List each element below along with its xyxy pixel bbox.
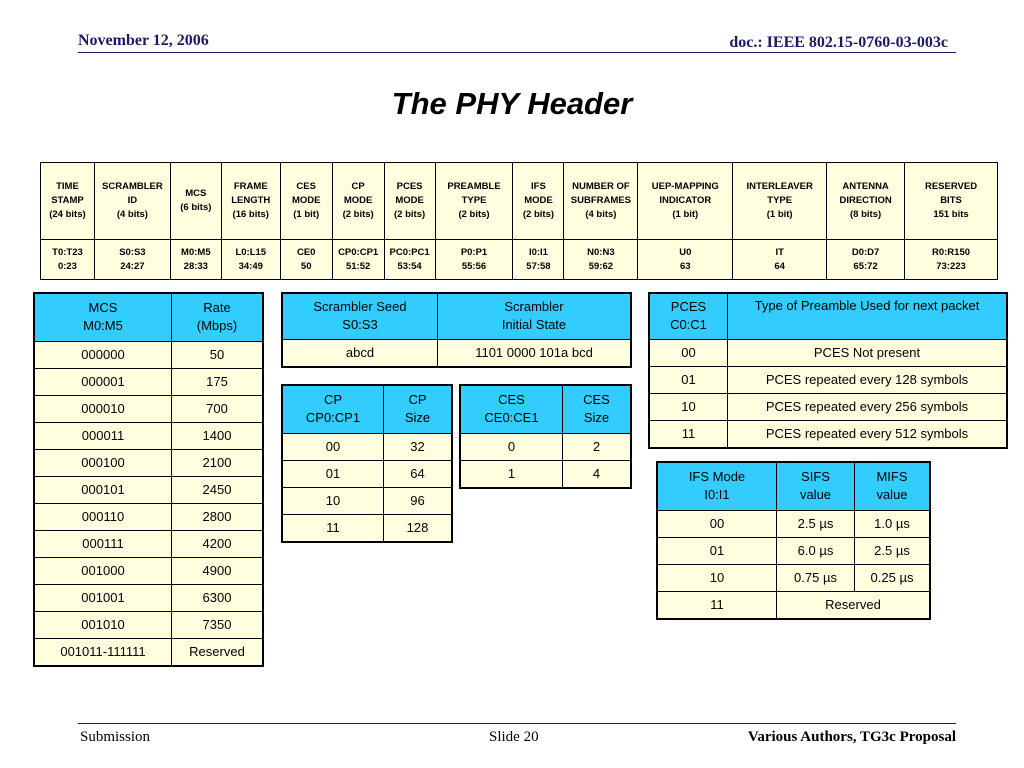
scrambler-row <box>282 339 631 367</box>
mifs-header <box>855 462 931 510</box>
mcs-row <box>34 476 263 503</box>
mcs-cell: 2450 <box>172 476 264 503</box>
field-name-line: MODE <box>343 195 373 206</box>
field-name-line: RESERVED <box>924 181 978 192</box>
ifs-reserved-row <box>657 591 930 619</box>
mcs-cell: 2100 <box>172 449 264 476</box>
ifs-cell: 2.5 µs <box>855 537 931 564</box>
mcs-cell: 000110 <box>34 503 172 530</box>
preamble-type-label: Type of Preamble Used for next packet <box>754 298 980 313</box>
field-name-line: TYPE <box>767 195 793 206</box>
mcs-cell: 000011 <box>34 422 172 449</box>
field-name-cell <box>638 163 733 240</box>
field-bits-cell <box>733 240 827 280</box>
scrambler-cell: 1101 0000 101a bcd <box>438 339 632 367</box>
field-name-cell <box>170 163 221 240</box>
mcs-cell: 4200 <box>172 530 264 557</box>
field-name-line: (1 bit) <box>672 209 699 220</box>
mcs-row <box>34 503 263 530</box>
field-bits-cell <box>94 240 170 280</box>
pces-row <box>649 339 1007 366</box>
pces-cell: PCES repeated every 256 symbols <box>728 393 1008 420</box>
ifs-row <box>657 564 930 591</box>
mcs-cell: 1400 <box>172 422 264 449</box>
ifs-cell: 00 <box>657 510 777 537</box>
mcs-cell: 001001 <box>34 584 172 611</box>
pces-row <box>649 366 1007 393</box>
mcs-cell: 000101 <box>34 476 172 503</box>
field-name-cell <box>435 163 513 240</box>
mcs-cell: Reserved <box>172 638 264 666</box>
cp-cell: 64 <box>384 460 453 487</box>
mcs-header-label: MCS <box>88 300 118 316</box>
cp-row <box>282 433 452 460</box>
field-name-line: ID <box>127 195 138 206</box>
field-name-line: IFS <box>531 181 546 192</box>
field-bits-cell <box>170 240 221 280</box>
document-id: doc.: IEEE 802.15-0760-03-003c <box>729 34 948 51</box>
cp-cell: 96 <box>384 487 453 514</box>
mcs-row <box>34 395 263 422</box>
ifs-row <box>657 510 930 537</box>
mcs-cell: 6300 <box>172 584 264 611</box>
field-bits-row <box>41 240 998 280</box>
field-bit-range: 63 <box>680 260 691 272</box>
field-bit-range: 24:27 <box>120 260 145 272</box>
cp-row <box>282 514 452 542</box>
field-name-line: MODE <box>395 195 424 206</box>
ces-cell: 2 <box>563 433 632 460</box>
cp-size-label-2: Size <box>404 410 431 426</box>
cp-cell: 10 <box>282 487 384 514</box>
mcs-table <box>33 292 264 667</box>
cp-cell: 01 <box>282 460 384 487</box>
mcs-cell: 2800 <box>172 503 264 530</box>
mcs-header <box>34 293 172 341</box>
field-name-line: 151 bits <box>933 209 969 220</box>
cp-cell: 32 <box>384 433 453 460</box>
field-name-cell <box>384 163 435 240</box>
mcs-row <box>34 611 263 638</box>
sifs-header <box>777 462 855 510</box>
field-bit-range: CP0:CP1 <box>338 246 379 258</box>
field-bit-range: PC0:PC1 <box>389 246 430 258</box>
field-bit-range: 53:54 <box>397 260 422 272</box>
cp-header-bits: CP0:CP1 <box>305 410 361 426</box>
field-name-line: BITS <box>940 195 962 206</box>
cp-row <box>282 460 452 487</box>
field-bit-range: 55:56 <box>461 260 487 272</box>
rate-header-unit: (Mbps) <box>196 318 238 334</box>
mcs-row <box>34 368 263 395</box>
scrambler-state-label-2: Initial State <box>501 317 567 333</box>
scrambler-state-label: Scrambler <box>504 299 564 315</box>
mcs-row <box>34 530 263 557</box>
field-name-row <box>41 163 998 240</box>
mcs-row <box>34 341 263 368</box>
field-name-line: INTERLEAVER <box>746 181 813 192</box>
sifs-header-unit: value <box>799 487 832 503</box>
pces-cell: 11 <box>649 420 728 448</box>
field-name-line: MODE <box>291 195 321 206</box>
mcs-header-bits: M0:M5 <box>83 318 123 334</box>
field-bit-range: L0:L15 <box>235 246 267 258</box>
field-name-line: (2 bits) <box>522 209 555 220</box>
pces-header-bits: C0:C1 <box>670 317 707 333</box>
field-bit-range: 0:23 <box>57 260 77 272</box>
field-bits-cell <box>221 240 280 280</box>
ifs-cell: 10 <box>657 564 777 591</box>
field-name-line: TYPE <box>461 195 487 206</box>
field-name-line: CES <box>296 181 316 192</box>
ifs-cell: 6.0 µs <box>777 537 855 564</box>
ifs-mode-header <box>657 462 777 510</box>
footer-slide-number: Slide 20 <box>489 729 539 745</box>
pces-header <box>649 293 728 339</box>
field-name-line: NUMBER OF <box>572 181 630 192</box>
field-name-line: CP <box>351 181 365 192</box>
scrambler-seed-header <box>282 293 438 339</box>
mcs-cell: 001011-111111 <box>34 638 172 666</box>
ces-table-body <box>460 433 631 488</box>
pces-cell: PCES Not present <box>728 339 1008 366</box>
ces-header-label: CES <box>498 392 525 408</box>
field-name-cell <box>41 163 95 240</box>
field-name-line: SCRAMBLER <box>102 181 163 192</box>
ces-table <box>459 384 632 489</box>
field-bit-range: N0:N3 <box>587 246 615 258</box>
slide-title: The PHY Header <box>391 86 633 121</box>
slide-date: November 12, 2006 <box>78 32 209 49</box>
field-bit-range: S0:S3 <box>119 246 146 258</box>
ces-header <box>460 385 563 433</box>
mcs-cell: 000111 <box>34 530 172 557</box>
mcs-row <box>34 584 263 611</box>
cp-size-header <box>384 385 453 433</box>
field-bits-cell <box>827 240 905 280</box>
cp-cell: 128 <box>384 514 453 542</box>
field-bit-range: 64 <box>774 260 785 272</box>
field-name-line: LENGTH <box>231 195 271 206</box>
ces-cell: 1 <box>460 460 563 488</box>
ces-cell: 0 <box>460 433 563 460</box>
cp-cell: 11 <box>282 514 384 542</box>
field-bit-range: CE0 <box>296 246 316 258</box>
pces-row <box>649 420 1007 448</box>
ifs-mode-bits: I0:I1 <box>704 487 730 503</box>
ifs-cell: 2.5 µs <box>777 510 855 537</box>
pces-row <box>649 393 1007 420</box>
ifs-cell: 01 <box>657 537 777 564</box>
field-bit-range: R0:R150 <box>932 246 971 258</box>
field-name-line: MODE <box>524 195 553 206</box>
mcs-cell: 700 <box>172 395 264 422</box>
field-bit-range: D0:D7 <box>851 246 880 258</box>
field-bit-range: 73:223 <box>936 260 966 272</box>
ces-row <box>460 433 631 460</box>
cp-header-label: CP <box>323 392 343 408</box>
mcs-row <box>34 638 263 666</box>
pces-table <box>648 292 1008 449</box>
field-bit-range: 50 <box>300 260 312 272</box>
field-bit-range: M0:M5 <box>181 246 211 258</box>
footer-submission: Submission <box>80 729 151 745</box>
cp-table <box>281 384 453 543</box>
header-rule <box>78 52 956 53</box>
field-name-line: INDICATOR <box>659 195 712 206</box>
ifs-mode-label: IFS Mode <box>688 469 746 485</box>
field-name-cell <box>513 163 564 240</box>
field-name-line: (1 bit) <box>766 209 793 220</box>
field-bits-cell <box>41 240 95 280</box>
preamble-type-header <box>728 293 1008 339</box>
footer-rule <box>78 723 956 724</box>
rate-header-label: Rate <box>203 300 231 316</box>
ifs-reserved-label: Reserved <box>777 591 931 619</box>
field-bits-cell <box>332 240 384 280</box>
field-name-cell <box>905 163 998 240</box>
mcs-cell: 7350 <box>172 611 264 638</box>
phy-header-field-table <box>40 162 998 280</box>
field-bit-range: I0:I1 <box>528 246 548 258</box>
rate-header <box>172 293 264 341</box>
field-name-line: (6 bits) <box>180 202 212 213</box>
mcs-cell: 175 <box>172 368 264 395</box>
field-bits-cell <box>638 240 733 280</box>
ces-size-label-2: Size <box>583 410 610 426</box>
ifs-reserved-code: 11 <box>657 591 777 619</box>
scrambler-seed-label: Scrambler Seed <box>313 299 407 315</box>
ifs-cell: 0.75 µs <box>777 564 855 591</box>
mcs-row <box>34 449 263 476</box>
ces-size-label: CES <box>583 392 610 408</box>
mcs-table-body <box>34 341 263 666</box>
scrambler-table-body <box>282 339 631 367</box>
field-bit-range: T0:T23 <box>52 246 83 258</box>
field-name-line: UEP-MAPPING <box>651 181 719 192</box>
scrambler-cell: abcd <box>282 339 438 367</box>
field-name-line: (2 bits) <box>394 209 426 220</box>
cp-header <box>282 385 384 433</box>
mcs-cell: 000100 <box>34 449 172 476</box>
mcs-cell: 4900 <box>172 557 264 584</box>
field-name-line: FRAME <box>233 181 268 192</box>
field-bit-range: 59:62 <box>588 260 614 272</box>
field-bit-range: IT <box>775 246 784 258</box>
mifs-header-unit: value <box>876 487 908 503</box>
field-name-line: (24 bits) <box>49 209 86 220</box>
field-name-line: MCS <box>185 188 207 199</box>
field-bit-range: 34:49 <box>238 260 263 272</box>
field-bits-cell <box>513 240 564 280</box>
field-name-line: SUBFRAMES <box>570 195 631 206</box>
mifs-header-label: MIFS <box>876 469 908 485</box>
pces-cell: PCES repeated every 128 symbols <box>728 366 1008 393</box>
field-bit-range: P0:P1 <box>460 246 488 258</box>
scrambler-table <box>281 292 632 368</box>
mcs-cell: 000000 <box>34 341 172 368</box>
pces-table-body <box>649 339 1007 448</box>
field-name-line: (1 bit) <box>293 209 320 220</box>
field-name-line: ANTENNA <box>842 181 889 192</box>
ces-size-header <box>563 385 632 433</box>
field-bit-range: 28:33 <box>183 260 208 272</box>
field-bit-range: U0 <box>679 246 692 258</box>
mcs-cell: 001000 <box>34 557 172 584</box>
sifs-header-label: SIFS <box>801 469 830 485</box>
pces-cell: 10 <box>649 393 728 420</box>
mcs-cell: 000001 <box>34 368 172 395</box>
mcs-cell: 001010 <box>34 611 172 638</box>
field-name-line: (4 bits) <box>116 209 148 220</box>
field-name-line: (16 bits) <box>232 209 269 220</box>
cp-row <box>282 487 452 514</box>
field-name-cell <box>733 163 827 240</box>
mcs-cell: 000010 <box>34 395 172 422</box>
field-name-line: (8 bits) <box>850 209 882 220</box>
field-name-cell <box>564 163 638 240</box>
ces-row <box>460 460 631 488</box>
cp-cell: 00 <box>282 433 384 460</box>
scrambler-state-header <box>438 293 632 339</box>
field-name-line: STAMP <box>51 195 84 206</box>
footer-authors: Various Authors, TG3c Proposal <box>747 729 956 745</box>
field-name-line: (2 bits) <box>342 209 374 220</box>
field-bits-cell <box>280 240 332 280</box>
ifs-row <box>657 537 930 564</box>
ifs-cell: 1.0 µs <box>855 510 931 537</box>
field-name-cell <box>94 163 170 240</box>
field-bit-range: 57:58 <box>526 260 551 272</box>
scrambler-seed-bits: S0:S3 <box>342 317 378 333</box>
field-name-cell <box>827 163 905 240</box>
field-name-line: (2 bits) <box>458 209 490 220</box>
field-bits-cell <box>384 240 435 280</box>
field-bit-range: 51:52 <box>345 260 371 272</box>
cp-table-body <box>282 433 452 542</box>
field-bits-cell <box>435 240 513 280</box>
mcs-cell: 50 <box>172 341 264 368</box>
mcs-row <box>34 422 263 449</box>
ces-header-bits: CE0:CE1 <box>484 410 539 426</box>
pces-cell: 01 <box>649 366 728 393</box>
mcs-row <box>34 557 263 584</box>
cp-size-label: CP <box>408 392 427 408</box>
ifs-table-body <box>657 510 930 591</box>
ces-cell: 4 <box>563 460 632 488</box>
field-name-cell <box>280 163 332 240</box>
field-name-cell <box>221 163 280 240</box>
field-name-line: PREAMBLE <box>447 181 501 192</box>
ifs-cell: 0.25 µs <box>855 564 931 591</box>
field-name-line: DIRECTION <box>839 195 892 206</box>
field-name-cell <box>332 163 384 240</box>
field-name-line: TIME <box>56 181 79 192</box>
ifs-table <box>656 461 931 620</box>
field-bits-cell <box>905 240 998 280</box>
field-bits-cell <box>564 240 638 280</box>
pces-header-label: PCES <box>670 299 707 315</box>
field-name-line: PCES <box>396 181 423 192</box>
field-bit-range: 65:72 <box>853 260 878 272</box>
pces-cell: PCES repeated every 512 symbols <box>728 420 1008 448</box>
pces-cell: 00 <box>649 339 728 366</box>
field-name-line: (4 bits) <box>585 209 617 220</box>
